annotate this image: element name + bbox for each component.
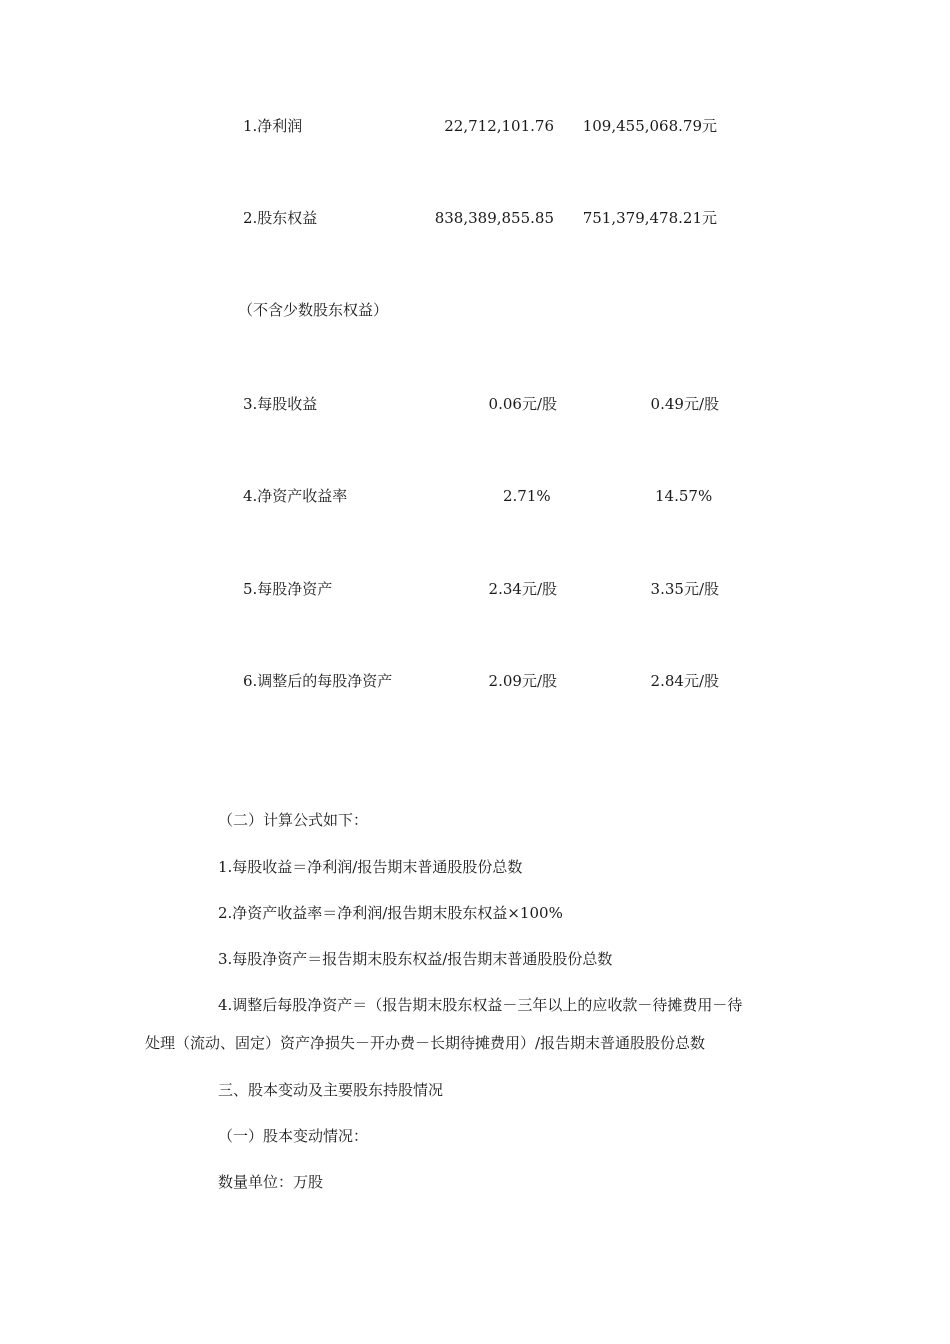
formula-eps: 1.每股收益＝净利润/报告期末普通股股份总数 <box>218 858 523 876</box>
metric-value-current: 838,389,855.85 <box>434 209 554 227</box>
section-subheading: （一）股本变动情况： <box>218 1127 369 1145</box>
metric-value-current: 0.06元/股 <box>488 395 557 413</box>
metric-value-prior: 0.49元/股 <box>650 395 719 413</box>
metric-label: 6.调整后的每股净资产 <box>243 672 393 690</box>
metric-label: 2.股东权益 <box>243 209 318 227</box>
metric-row-equity-note <box>0 298 950 322</box>
formula-adjusted-bvps-line2: 处理（流动、固定）资产净损失－开办费－长期待摊费用）/报告期末普通股股份总数 <box>145 1034 706 1052</box>
metric-value-current: 22,712,101.76 <box>444 117 554 135</box>
metric-value-prior: 109,455,068.79元 <box>582 117 717 135</box>
metric-value-prior: 14.57% <box>655 487 713 505</box>
metric-value-current: 2.09元/股 <box>488 672 557 690</box>
metric-row-roe <box>0 484 950 508</box>
metric-row-eps <box>0 392 950 416</box>
unit-note: 数量单位：万股 <box>218 1173 324 1191</box>
formula-bvps: 3.每股净资产＝报告期末股东权益/报告期末普通股股份总数 <box>218 950 613 968</box>
metric-value-current: 2.71% <box>503 487 551 505</box>
formula-adjusted-bvps-line1: 4.调整后每股净资产＝（报告期末股东权益－三年以上的应收款－待摊费用－待 <box>218 996 743 1014</box>
formula-roe: 2.净资产收益率＝净利润/报告期末股东权益×100% <box>218 904 563 922</box>
metric-label: 1.净利润 <box>243 117 303 135</box>
metric-value-prior: 3.35元/股 <box>650 580 719 598</box>
metric-label: 3.每股收益 <box>243 395 318 413</box>
metric-row-bvps <box>0 577 950 601</box>
section-heading: 三、股本变动及主要股东持股情况 <box>218 1081 444 1099</box>
metric-row-equity <box>0 206 950 230</box>
metric-row-adjusted-bvps <box>0 669 950 693</box>
metric-value-prior: 751,379,478.21元 <box>582 209 717 227</box>
metric-label: 5.每股净资产 <box>243 580 333 598</box>
metric-row-net-profit <box>0 114 950 138</box>
metric-value-prior: 2.84元/股 <box>650 672 719 690</box>
metric-value-current: 2.34元/股 <box>488 580 557 598</box>
metric-label: 4.净资产收益率 <box>243 487 348 505</box>
metric-label: （不含少数股东权益） <box>238 301 389 319</box>
formulas-heading: （二）计算公式如下： <box>218 811 369 829</box>
